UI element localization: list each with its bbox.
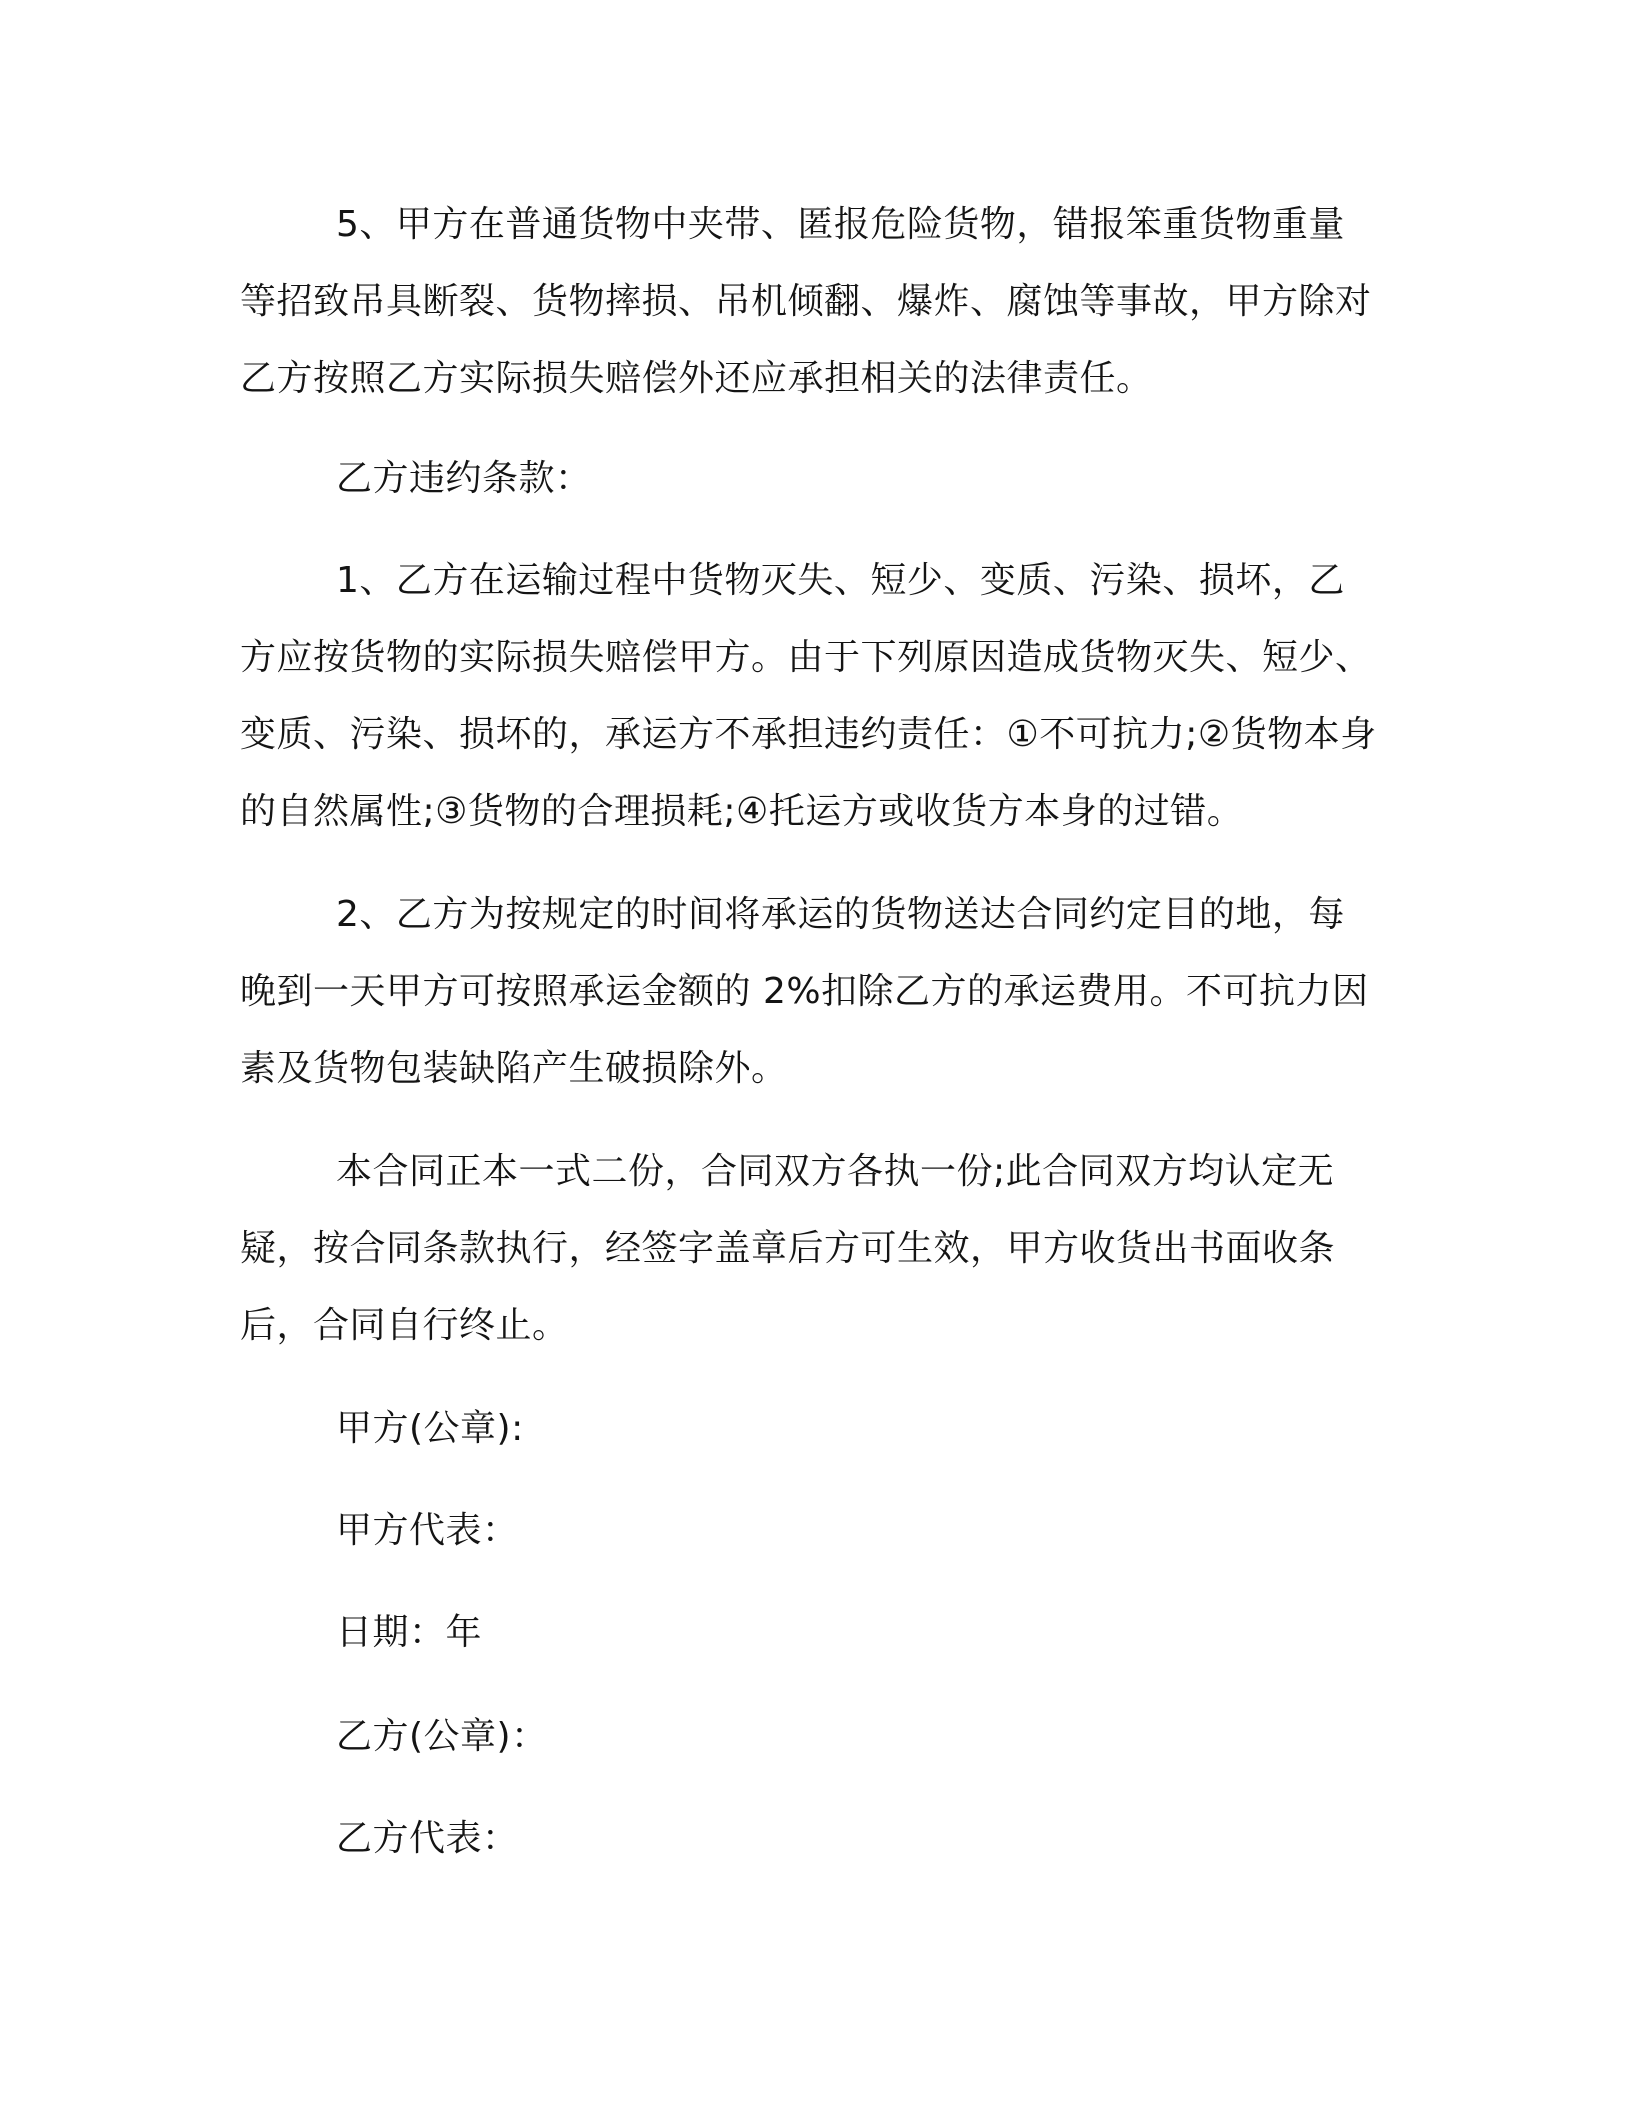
closing-clause: 本合同正本一式二份，合同双方各执一份;此合同双方均认定无疑，按合同条款执行，经签字盖章后方可生效，甲方收货出书面收条后，合同自行终止。 xyxy=(240,1151,1336,1346)
party-a-representative-line: 甲方代表： xyxy=(336,1510,519,1551)
clause-party-a-5: 5、甲方在普通货物中夹带、匿报危险货物，错报笨重货物重量等招致吊具断裂、货物摔损、吊机倾翻、爆炸、腐蚀等事故，甲方除对乙方按照乙方实际损失赔偿外还应承担相关的法律责任。 xyxy=(240,204,1372,399)
party-b-representative-line: 乙方代表： xyxy=(336,1818,519,1859)
date-line: 日期：年 xyxy=(336,1612,483,1653)
clause-party-b-1: 1、乙方在运输过程中货物灭失、短少、变质、污染、损坏，乙方应按货物的实际损失赔偿甲方。由于下列原因造成货物灭失、短少、变质、污染、损坏的，承运方不承担违约责任：①不可抗力;②货物本身的自然属性;③货物的合理损耗;④托运方或收货方本身的过错。 xyxy=(240,560,1377,832)
party-b-seal-line: 乙方(公章)： xyxy=(336,1716,548,1757)
party-a-seal-line: 甲方(公章): xyxy=(336,1408,524,1449)
clause-party-b-2: 2、乙方为按规定的时间将承运的货物送达合同约定目的地，每晚到一天甲方可按照承运金额的 2%扣除乙方的承运费用。不可抗力因素及货物包装缺陷产生破损除外。 xyxy=(240,894,1369,1089)
party-b-breach-heading: 乙方违约条款： xyxy=(336,458,592,499)
